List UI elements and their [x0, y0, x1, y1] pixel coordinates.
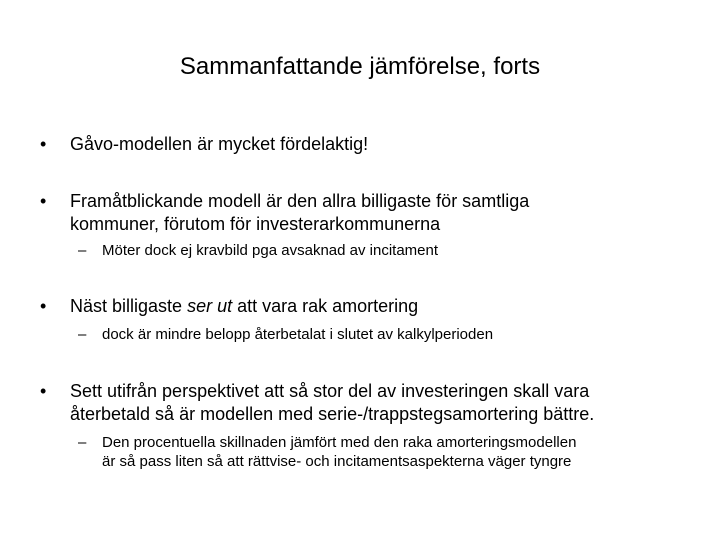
bullet-marker: • — [40, 296, 47, 316]
sub-bullet-text-line-1: Den procentuella skillnaden jämfört med den raka amorteringsmodellen — [102, 434, 577, 451]
sub-bullet-marker: – — [78, 434, 87, 451]
bullet-text — [70, 380, 670, 426]
bullet-marker: • — [40, 191, 47, 211]
bullet-marker: • — [40, 381, 47, 401]
sub-bullet-text: dock är mindre belopp återbetalat i slutet av kalkylperioden — [102, 326, 494, 343]
bullet-text — [70, 295, 670, 318]
sub-bullet-text — [102, 433, 672, 471]
bullet-text-line-2: kommuner, förutom för investerarkommunerna — [70, 214, 441, 234]
sub-bullet-text-line-2: är så pass liten så att rättvise- och incitamentsaspekterna väger tyngre — [102, 453, 572, 470]
bullet-text-emphasis: ser ut — [187, 296, 233, 316]
bullet-text-line-1: Framåtblickande modell är den allra billigaste för samtliga — [70, 191, 530, 211]
bullet-text-line-1: Sett utifrån perspektivet att så stor del av investeringen skall vara — [70, 381, 590, 401]
bullet-text — [70, 190, 670, 236]
bullet-text-line-2: återbetald så är modellen med serie-/trappstegsamortering bättre. — [70, 404, 595, 424]
sub-bullet-marker: – — [78, 242, 87, 259]
sub-bullet-text: Möter dock ej kravbild pga avsaknad av incitament — [102, 242, 439, 259]
bullet-text-after: att vara rak amortering — [232, 296, 419, 316]
slide-title: Sammanfattande jämförelse, forts — [179, 53, 541, 80]
bullet-text-before: Näst billigaste — [70, 296, 188, 316]
sub-bullet-marker: – — [78, 326, 87, 343]
bullet-marker: • — [40, 134, 47, 154]
bullet-text: Gåvo-modellen är mycket fördelaktig! — [70, 134, 369, 154]
